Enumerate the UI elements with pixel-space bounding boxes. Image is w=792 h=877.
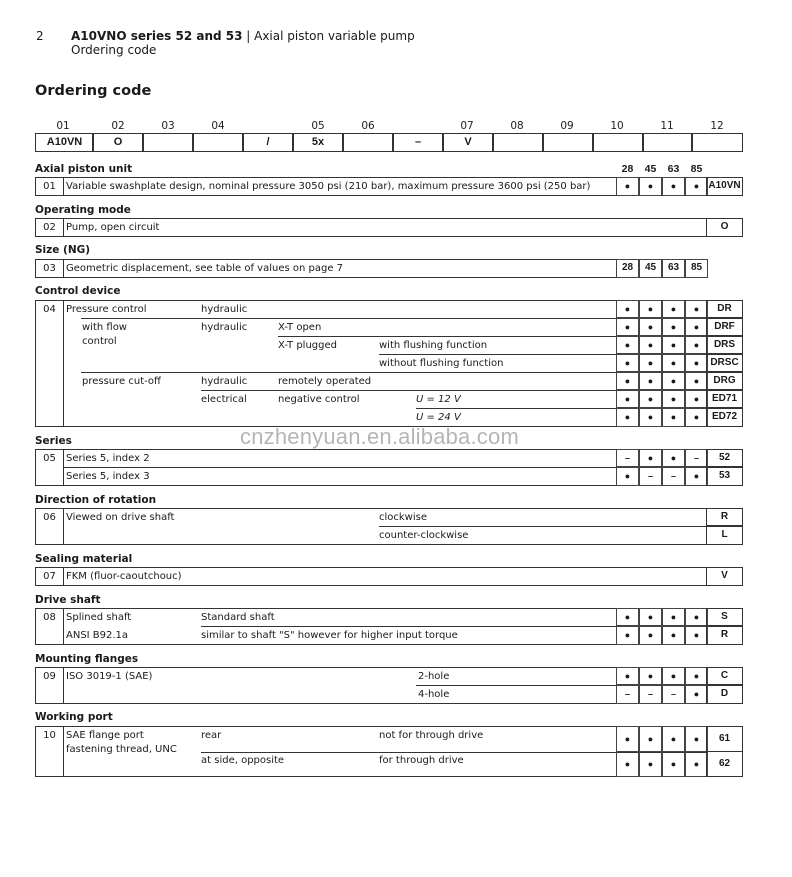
section-title-drive-shaft: Drive shaft: [35, 594, 101, 606]
availability-cell: ●: [685, 608, 708, 626]
operating-mode-table: [35, 218, 707, 237]
order-code: DRSC: [706, 354, 743, 372]
with-flow-label: with flow: [82, 322, 127, 333]
availability-cell: ●: [662, 177, 685, 196]
code-cell: V: [442, 133, 494, 152]
availability-cell: ●: [639, 726, 662, 752]
shaft-description: similar to shaft "S" however for higher input torque: [201, 630, 458, 641]
row-description: fastening thread, UNC: [66, 744, 177, 755]
order-code: V: [706, 567, 743, 586]
hydraulic-label: hydraulic: [201, 376, 248, 387]
size-value: 85: [685, 259, 708, 278]
availability-cell: ●: [639, 336, 662, 354]
voltage-24v-label: U = 24 V: [416, 412, 461, 423]
section-title-axial-piston-unit: Axial piston unit: [35, 163, 133, 175]
position-label: 03: [161, 120, 175, 132]
section-title-mounting-flanges: Mounting flanges: [35, 653, 139, 665]
position-label: 07: [460, 120, 474, 132]
availability-cell: ●: [616, 336, 639, 354]
position-label: 06: [361, 120, 375, 132]
voltage-12v-label: U = 12 V: [416, 394, 461, 405]
availability-cell: ●: [639, 390, 662, 408]
negative-control-label: negative control: [278, 394, 360, 405]
position-label: 02: [111, 120, 125, 132]
row-number: 10: [43, 730, 56, 741]
pressure-cutoff-label: pressure cut-off: [82, 376, 161, 387]
availability-cell: ●: [616, 300, 639, 318]
code-cell: [542, 133, 594, 152]
section-title-working-port: Working port: [35, 711, 113, 723]
availability-cell: ●: [639, 408, 662, 427]
rotation-table: [35, 508, 707, 545]
availability-cell: ●: [616, 408, 639, 427]
availability-cell: ●: [662, 318, 685, 336]
availability-cell: –: [662, 467, 685, 486]
availability-cell: ●: [685, 177, 708, 196]
row-number: 02: [43, 222, 56, 233]
availability-cell: ●: [685, 667, 708, 685]
row-number: 04: [43, 304, 56, 315]
availability-cell: ●: [685, 300, 708, 318]
document-subtitle: Ordering code: [71, 43, 157, 57]
availability-cell: ●: [639, 354, 662, 372]
availability-cell: ●: [662, 626, 685, 645]
row-description: Geometric displacement, see table of values on page 7: [66, 263, 344, 274]
through-drive-option: for through drive: [379, 755, 464, 766]
without-flushing-label: without flushing function: [379, 358, 504, 369]
port-position: at side, opposite: [201, 755, 285, 766]
size-label: 85: [690, 163, 703, 175]
order-code: DRG: [706, 372, 743, 390]
size-label: 45: [644, 163, 657, 175]
order-code: A10VN: [706, 177, 743, 196]
availability-cell: ●: [616, 726, 639, 752]
section-title-control-device: Control device: [35, 285, 121, 297]
with-flushing-label: with flushing function: [379, 340, 488, 351]
position-label: 05: [311, 120, 325, 132]
availability-cell: ●: [639, 667, 662, 685]
position-label: 12: [710, 120, 724, 132]
row-description: Series 5, index 3: [66, 471, 150, 482]
watermark: cnzhenyuan.en.alibaba.com: [240, 424, 519, 449]
code-cell: [691, 133, 743, 152]
availability-cell: ●: [639, 449, 662, 467]
availability-cell: ●: [616, 751, 639, 777]
availability-cell: ●: [616, 354, 639, 372]
code-cell: [192, 133, 244, 152]
availability-cell: ●: [662, 449, 685, 467]
size-label: 63: [667, 163, 680, 175]
order-code: L: [706, 526, 743, 545]
row-number: 01: [43, 181, 56, 192]
code-cell: A10VN: [35, 133, 94, 152]
position-label: 11: [660, 120, 674, 132]
availability-cell: ●: [685, 354, 708, 372]
section-title-rotation: Direction of rotation: [35, 494, 157, 506]
rotation-option: counter-clockwise: [379, 530, 469, 541]
port-position: rear: [201, 730, 222, 741]
code-cell: –: [392, 133, 444, 152]
order-code: D: [706, 685, 743, 704]
availability-cell: ●: [639, 626, 662, 645]
size-value: 63: [662, 259, 685, 278]
hydraulic-label: hydraulic: [201, 304, 248, 315]
position-label: 04: [211, 120, 225, 132]
order-code: R: [706, 626, 743, 645]
availability-cell: ●: [662, 354, 685, 372]
row-description: Splined shaft: [66, 612, 132, 623]
code-cell: 5x: [292, 133, 344, 152]
order-code: O: [706, 218, 743, 237]
working-port-table: [35, 726, 707, 777]
availability-cell: –: [639, 467, 662, 486]
order-code: ED72: [706, 408, 743, 427]
size-value: 45: [639, 259, 662, 278]
availability-cell: –: [639, 685, 662, 704]
availability-cell: ●: [616, 626, 639, 645]
remotely-operated-label: remotely operated: [278, 376, 372, 387]
row-description: Pump, open circuit: [66, 222, 160, 233]
availability-cell: ●: [685, 726, 708, 752]
availability-cell: ●: [662, 336, 685, 354]
position-label: 09: [560, 120, 574, 132]
availability-cell: ●: [685, 751, 708, 777]
xt-open-label: X-T open: [278, 322, 322, 333]
document-title-bold: A10VNO series 52 and 53: [71, 29, 243, 43]
availability-cell: ●: [616, 318, 639, 336]
availability-cell: ●: [616, 390, 639, 408]
sealing-table: [35, 567, 707, 586]
control-device-table: [35, 300, 707, 427]
section-title-size: Size (NG): [35, 244, 91, 256]
availability-cell: ●: [662, 667, 685, 685]
availability-cell: ●: [685, 390, 708, 408]
availability-cell: ●: [685, 318, 708, 336]
row-number: 06: [43, 512, 56, 523]
order-code: DR: [706, 300, 743, 318]
row-number: 09: [43, 671, 56, 682]
availability-cell: –: [685, 449, 708, 467]
control-label: control: [82, 336, 117, 347]
row-number: 08: [43, 612, 56, 623]
availability-cell: ●: [685, 467, 708, 486]
pressure-control-label: Pressure control: [66, 304, 147, 315]
through-drive-option: not for through drive: [379, 730, 484, 741]
code-cell: O: [92, 133, 144, 152]
order-code: 53: [706, 467, 743, 486]
availability-cell: –: [616, 449, 639, 467]
section-heading: Ordering code: [35, 83, 152, 99]
availability-cell: ●: [639, 608, 662, 626]
availability-cell: –: [616, 685, 639, 704]
row-number: 05: [43, 453, 56, 464]
position-label: 08: [510, 120, 524, 132]
availability-cell: –: [662, 685, 685, 704]
code-cell: [642, 133, 693, 152]
availability-cell: ●: [662, 608, 685, 626]
availability-cell: ●: [685, 372, 708, 390]
availability-cell: ●: [616, 667, 639, 685]
position-label: 10: [610, 120, 624, 132]
row-description: SAE flange port: [66, 730, 144, 741]
row-number: 03: [43, 263, 56, 274]
order-code: 52: [706, 449, 743, 467]
mounting-flanges-table: [35, 667, 707, 704]
code-cell: [342, 133, 394, 152]
order-code: C: [706, 667, 743, 685]
availability-cell: ●: [685, 626, 708, 645]
availability-cell: ●: [639, 177, 662, 196]
section-title-sealing: Sealing material: [35, 553, 133, 565]
row-description: Series 5, index 2: [66, 453, 150, 464]
flange-option: 4-hole: [418, 689, 450, 700]
size-value: 28: [616, 259, 639, 278]
size-table: [35, 259, 617, 278]
size-label: 28: [621, 163, 634, 175]
electrical-label: electrical: [201, 394, 247, 405]
row-description: Variable swashplate design, nominal pressure 3050 psi (210 bar), maximum pressure 3600 psi (250 bar): [66, 181, 591, 192]
availability-cell: ●: [639, 300, 662, 318]
order-code: 62: [706, 751, 743, 777]
availability-cell: ●: [685, 685, 708, 704]
code-cell: [592, 133, 644, 152]
row-description: ANSI B92.1a: [66, 630, 129, 641]
order-code: R: [706, 508, 743, 526]
availability-cell: ●: [662, 390, 685, 408]
availability-cell: ●: [639, 751, 662, 777]
position-label: 01: [56, 120, 70, 132]
availability-cell: ●: [685, 408, 708, 427]
availability-cell: ●: [685, 336, 708, 354]
row-description: Viewed on drive shaft: [66, 512, 175, 523]
availability-cell: ●: [662, 408, 685, 427]
order-code: ED71: [706, 390, 743, 408]
row-description: ISO 3019-1 (SAE): [66, 671, 153, 682]
code-cell: [142, 133, 194, 152]
section-title-operating-mode: Operating mode: [35, 204, 131, 216]
availability-cell: ●: [616, 372, 639, 390]
availability-cell: ●: [662, 751, 685, 777]
row-description: FKM (fluor-caoutchouc): [66, 571, 182, 582]
page-number: 2: [36, 29, 44, 43]
availability-cell: ●: [662, 372, 685, 390]
availability-cell: ●: [616, 467, 639, 486]
series-table: [35, 449, 707, 486]
order-code: 61: [706, 726, 743, 752]
xt-plugged-label: X-T plugged: [278, 340, 337, 351]
order-code: S: [706, 608, 743, 626]
order-code: DRF: [706, 318, 743, 336]
availability-cell: ●: [639, 372, 662, 390]
availability-cell: ●: [616, 608, 639, 626]
availability-cell: ●: [662, 726, 685, 752]
shaft-description: Standard shaft: [201, 612, 275, 623]
row-number: 07: [43, 571, 56, 582]
flange-option: 2-hole: [418, 671, 450, 682]
order-code: DRS: [706, 336, 743, 354]
availability-cell: ●: [616, 177, 639, 196]
section-title-series: Series: [35, 435, 72, 447]
document-title: [71, 29, 415, 43]
drive-shaft-table: [35, 608, 707, 645]
document-title-rest: | Axial piston variable pump: [242, 29, 415, 43]
availability-cell: ●: [662, 300, 685, 318]
code-cell: /: [242, 133, 294, 152]
axial-piston-table: [35, 177, 707, 196]
rotation-option: clockwise: [379, 512, 428, 523]
code-cell: [492, 133, 544, 152]
availability-cell: ●: [639, 318, 662, 336]
hydraulic-label: hydraulic: [201, 322, 248, 333]
